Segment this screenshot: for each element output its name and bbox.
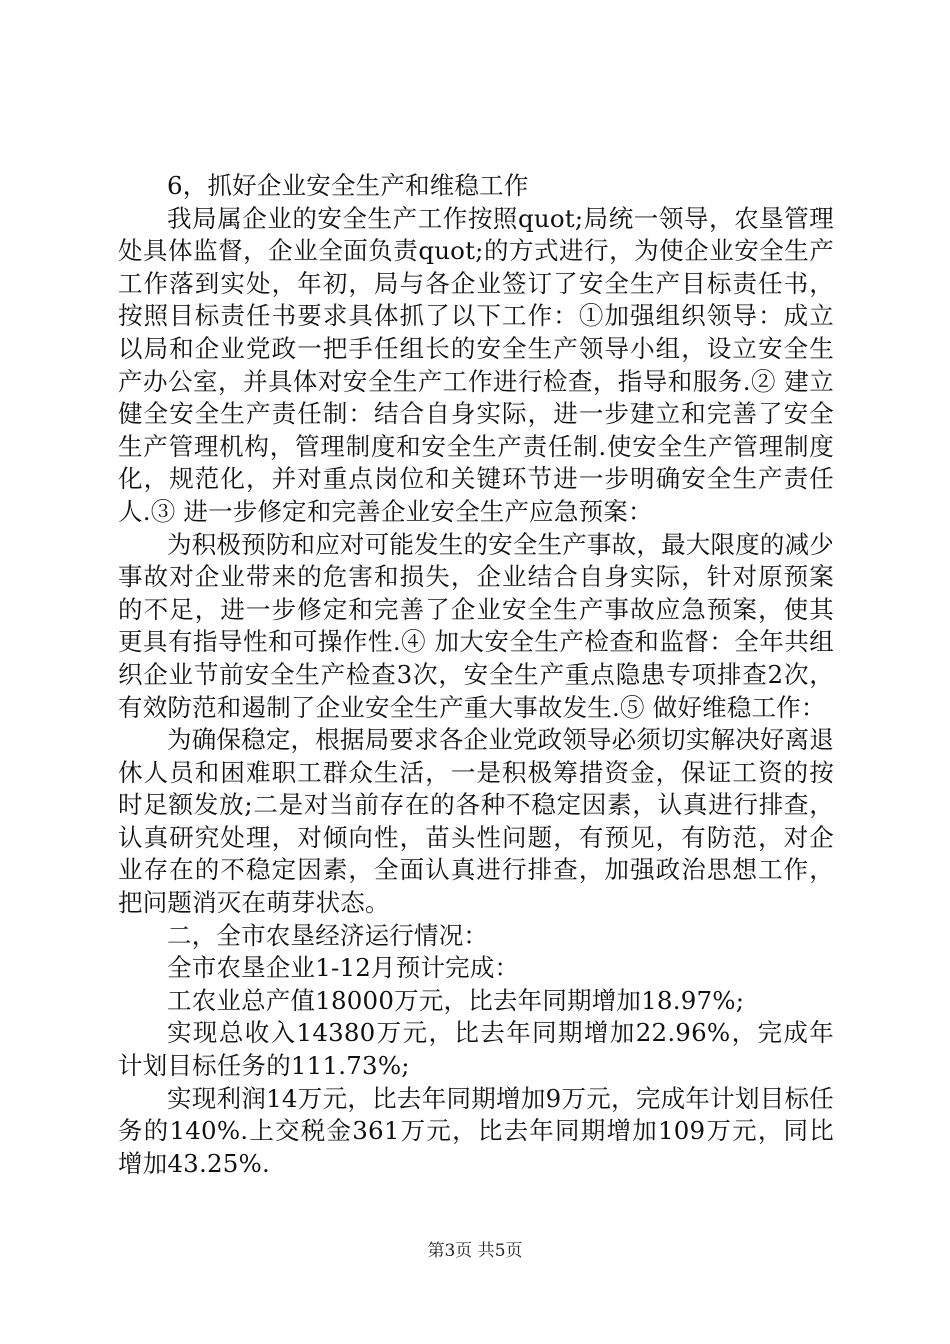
paragraph: 我局属企业的安全生产工作按照quot;局统一领导，农垦管理处具体监督，企业全面负责quot;的方式进行，为使企业安全生产工作落到实处，年初，局与各企业签订了安全生产目标责任书，按照目标责任书要求具体抓了以下工作：①加强组织领导：成立以局和企业党政一把手任组长的安全生产领导小组，设立安全生产办公室，并具体对安全生产工作进行检查，指导和服务.② 建立健全安全生产责任制：结合自身实际，进一步建立和完善了安全生产管理机构，管理制度和安全生产责任制.使安全生产管理制度化，规范化，并对重点岗位和关键环节进一步明确安全生产责任人.③ 进一步修定和完善企业安全生产应急预案：: [118, 203, 834, 526]
section-heading: 6，抓好企业安全生产和维稳工作: [167, 171, 529, 200]
paragraph: 工农业总产值18000万元，比去年同期增加18.97%;: [167, 985, 745, 1015]
page-footer: 第3页 共5页: [427, 1241, 523, 1261]
paragraph: 实现利润14万元，比去年同期增加9万元，完成年计划目标任务的140%.上交税金361万元，比去年同期增加109万元，同比增加43.25%.: [118, 1083, 834, 1178]
paragraph: 为积极预防和应对可能发生的安全生产事故，最大限度的减少事故对企业带来的危害和损失，企业结合自身实际，针对原预案的不足，进一步修定和完善了企业安全生产事故应急预案，使其更具有指导性和可操作性.④ 加大安全生产检查和监督：全年共组织企业节前安全生产检查3次，安全生产重点隐患专项排查2次，有效防范和遏制了企业安全生产重大事故发生.⑤ 做好维稳工作：: [118, 529, 834, 722]
paragraph: 全市农垦企业1-12月预计完成：: [167, 953, 520, 983]
section-heading: 二，全市农垦经济运行情况：: [167, 920, 489, 950]
document-body: [118, 170, 834, 1180]
paragraph: 为确保稳定，根据局要求各企业党政领导必须切实解决好离退休人员和困难职工群众生活，一是积极筹措资金，保证工资的按时足额发放;二是对当前存在的各种不稳定因素，认真进行排查，认真研究处理，对倾向性，苗头性问题，有预见，有防范，对企业存在的不稳定因素，全面认真进行排查，加强政治思想工作，把问题消灭在萌芽状态。: [118, 725, 834, 918]
paragraph: 实现总收入14380万元，比去年同期增加22.96%，完成年计划目标任务的111.73%;: [118, 1018, 834, 1081]
